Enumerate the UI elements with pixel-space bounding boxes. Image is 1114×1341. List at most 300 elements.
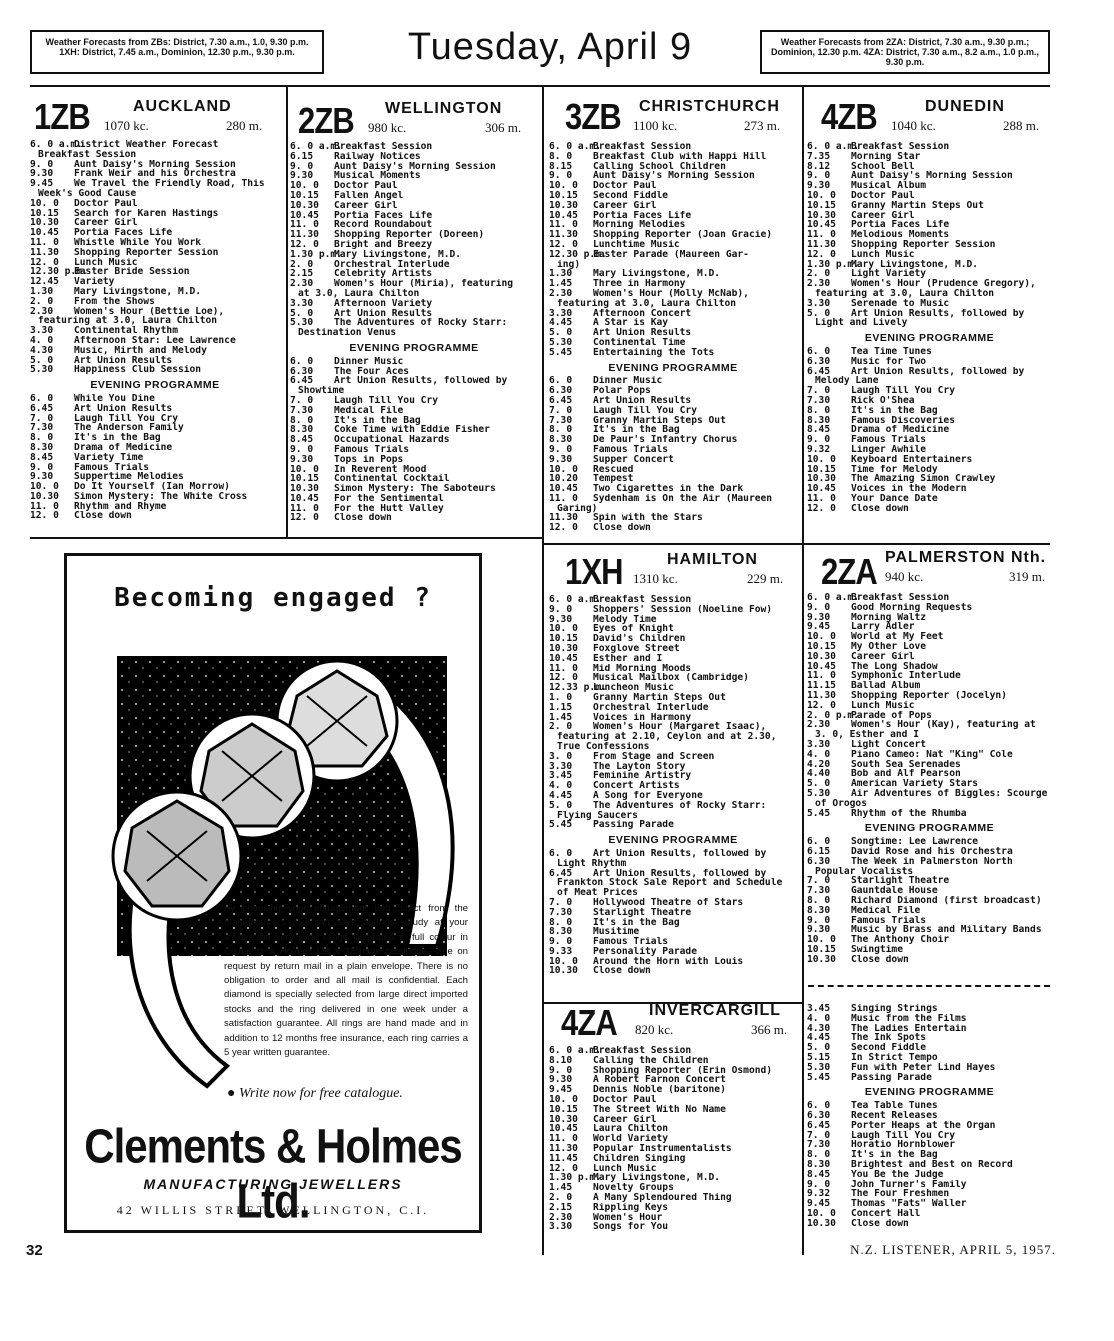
schedule-time: 5. 0: [549, 799, 573, 811]
schedule-time: 7. 0: [807, 875, 831, 887]
schedule-row: [30, 453, 280, 463]
schedule-row: [807, 367, 1052, 377]
schedule-time: 9.30: [290, 170, 314, 182]
schedule-row: [549, 849, 797, 859]
schedule-row: [549, 771, 797, 781]
schedule-row: [807, 455, 1052, 465]
programme-title: Doctor Paul: [74, 198, 138, 209]
schedule-time: 8.30: [30, 441, 54, 453]
programme-title: Symphonic Interlude: [851, 671, 961, 682]
schedule-time: 10.15: [30, 207, 59, 219]
programme-title: De Paur's Infantry Chorus: [593, 435, 738, 445]
city: WELLINGTON: [385, 100, 503, 117]
programme-title: Rhythm and Rhyme: [74, 501, 167, 512]
schedule-time: 4.30: [807, 1022, 831, 1034]
frequency: 980 kc.: [368, 120, 407, 135]
schedule-time: 10. 0: [549, 955, 578, 967]
schedule-row: [549, 918, 797, 928]
programme-title: Women's Hour (Miria), featuring: [334, 279, 514, 289]
programme-title: of Orogos: [815, 798, 867, 809]
schedule-time: 9.30: [30, 471, 54, 483]
schedule-row: [30, 511, 280, 521]
schedule-time: 5.30: [807, 1061, 831, 1073]
schedule-row: [290, 162, 538, 172]
programme-title: Drama of Medicine: [74, 442, 173, 453]
schedule-row: [549, 820, 797, 830]
schedule-row: [807, 632, 1052, 642]
programme-title: Children Singing: [593, 1153, 686, 1164]
schedule-time: 9. 0: [549, 1064, 573, 1076]
section-rule: [30, 537, 542, 539]
programme-title: Light Rhythm: [557, 858, 627, 869]
programme-title: Your Dance Date: [851, 493, 938, 504]
schedule-row: [549, 605, 797, 615]
programme-title: Close down: [74, 511, 132, 522]
schedule-time: 2.15: [290, 268, 314, 280]
schedule-time: 10.30: [549, 642, 578, 654]
schedule-row: [290, 181, 538, 191]
schedule-time: 9.33: [549, 945, 573, 957]
callsign: 1XH: [565, 551, 623, 592]
schedule-row: [549, 406, 797, 416]
schedule-time: 10.30: [549, 199, 578, 211]
schedule-time: 10.30: [807, 473, 836, 485]
schedule-row: [807, 1073, 1052, 1083]
schedule-row: [549, 937, 797, 947]
schedule-time: 10.15: [807, 640, 836, 652]
programme-title: Art Union Results: [593, 395, 692, 406]
schedule-time: 1.30: [549, 268, 573, 280]
schedule-row: [807, 750, 1052, 760]
programme-title: World Variety: [593, 1134, 669, 1144]
evening-programme-heading: EVENING PROGRAMME: [864, 332, 995, 345]
schedule-time: 10.30: [30, 217, 59, 229]
schedule-time: 7. 0: [549, 896, 573, 908]
schedule-time: 9.30: [807, 611, 831, 623]
schedule-row: [549, 260, 797, 270]
programme-title: Melody Lane: [815, 376, 879, 387]
programme-title: Whistle While You Work: [74, 237, 202, 248]
schedule-row: [549, 220, 797, 230]
schedule-time: 2.30: [807, 719, 831, 731]
schedule-time: [549, 878, 557, 888]
schedule-time: 10. 0: [290, 180, 319, 192]
schedule-time: 6. 0 a.m.: [549, 594, 601, 605]
programme-title: Esther and I: [593, 653, 663, 664]
schedule-time: 7. 0: [807, 1129, 831, 1141]
schedule-time: 10. 0: [549, 463, 578, 475]
programme-title: Career Girl: [74, 218, 138, 229]
programme-title: Orchestral Interlude: [334, 259, 450, 270]
programme-title: Shopping Reporter Session: [851, 239, 996, 250]
schedule-time: 7. 0: [30, 412, 54, 424]
programme-title: Breakfast Session: [593, 1046, 692, 1056]
schedule-time: 6. 0: [30, 392, 54, 404]
schedule-row: [549, 1154, 797, 1164]
programme-title: Personality Parade: [593, 946, 697, 957]
schedule-time: 4.20: [807, 758, 831, 770]
schedule-row: [807, 1121, 1052, 1131]
programme-title: The Week in Palmerston North: [851, 856, 1013, 867]
schedule-time: 12.45: [30, 276, 59, 288]
schedule-time: 10.30: [290, 199, 319, 211]
schedule-time: 12. 0: [807, 502, 836, 514]
schedule-row: [290, 201, 538, 211]
schedule-row: [290, 484, 538, 494]
schedule-row: [807, 799, 1052, 809]
schedule-time: 9. 0: [807, 1178, 831, 1190]
schedule-time: 2.30: [807, 278, 831, 290]
schedule-row: [290, 445, 538, 455]
wavelength: 366 m.: [751, 1022, 788, 1037]
programme-title: Around the Horn with Louis: [593, 956, 744, 967]
schedule-time: 3.45: [807, 1003, 831, 1014]
programme-title: Aunt Daisy's Morning Session: [334, 161, 496, 172]
schedule-time: 10.30: [290, 483, 319, 495]
schedule-row: [807, 230, 1052, 240]
schedule-row: [549, 1222, 797, 1232]
frequency: 940 kc.: [885, 569, 924, 584]
schedule-row: [290, 435, 538, 445]
schedule-time: 10. 0: [807, 453, 836, 465]
programme-title: True Confessions: [557, 741, 650, 752]
schedule-row: [549, 269, 797, 279]
programme-title: Close down: [851, 1218, 909, 1229]
schedule-row: [807, 445, 1052, 455]
programme-title: Songs for You: [593, 1222, 669, 1233]
schedule-row: [807, 142, 1052, 152]
schedule-row: [30, 238, 280, 248]
schedule-row: [290, 494, 538, 504]
programme-title: Musical Moments: [334, 171, 421, 182]
schedule-row: [549, 328, 797, 338]
programme-title: Lunch Music: [593, 1163, 657, 1174]
programme-title: Women's Hour (Margaret Isaac),: [593, 722, 767, 733]
schedule-time: 3.30: [290, 297, 314, 309]
schedule-row: [30, 169, 280, 179]
programme-title: It's in the Bag: [334, 415, 421, 426]
schedule-row: [30, 404, 280, 414]
programme-title: Rescued: [593, 464, 634, 475]
programme-title: Frank Weir and his Orchestra: [74, 169, 236, 180]
schedule-time: 10.45: [807, 219, 836, 231]
schedule-row: [807, 1033, 1052, 1043]
schedule-time: 10. 0: [549, 1093, 578, 1105]
schedule-row: [549, 211, 797, 221]
schedule-row: [549, 1183, 797, 1193]
schedule-time: 8.30: [807, 414, 831, 426]
programme-title: Afternoon Star: Lee Lawrence: [74, 335, 236, 346]
programme-title: Sydenham is On the Air (Maureen: [593, 493, 773, 504]
schedule-row: [807, 1101, 1052, 1111]
schedule-row: [549, 801, 797, 811]
schedule-time: 6. 0: [549, 847, 573, 859]
programme-title: Variety Time: [74, 452, 144, 463]
schedule-row: [549, 1095, 797, 1105]
programme-title: Simon Mystery: The White Cross: [74, 491, 248, 502]
schedule-row: [549, 595, 797, 605]
schedule-time: 7.30: [807, 885, 831, 897]
programme-title: Parade of Pops: [851, 710, 932, 721]
frequency: 1100 kc.: [633, 118, 678, 133]
schedule: [807, 1000, 1052, 1229]
schedule-row: [807, 1209, 1052, 1219]
programme-title: Dinner Music: [593, 376, 663, 387]
schedule-time: 9.45: [30, 178, 54, 190]
schedule-row: [290, 318, 538, 328]
schedule-row: [549, 445, 797, 455]
programme-title: The Four Aces: [334, 366, 410, 377]
schedule-row: [549, 1115, 797, 1125]
schedule-row: [290, 220, 538, 230]
schedule-time: 4. 0: [807, 748, 831, 760]
programme-title: Second Fiddle: [593, 190, 669, 201]
schedule-time: 10.45: [549, 652, 578, 664]
wavelength: 273 m.: [744, 118, 781, 133]
schedule-time: 9.30: [549, 1074, 573, 1086]
programme-title: My Other Love: [851, 641, 927, 652]
schedule-time: 3.30: [549, 1221, 573, 1233]
programme-title: It's in the Bag: [74, 433, 161, 443]
schedule-time: 10.30: [549, 1113, 578, 1125]
schedule-time: 8.30: [549, 434, 573, 446]
schedule-row: [807, 925, 1052, 935]
schedule-time: 9. 0: [549, 936, 573, 948]
schedule-time: 7.35: [807, 150, 831, 162]
programme-title: Career Girl: [593, 200, 657, 211]
schedule-row: [549, 927, 797, 937]
programme-title: Rippling Keys: [593, 1202, 669, 1213]
callsign: 2ZB: [298, 100, 354, 141]
schedule-time: 8. 0: [549, 150, 573, 162]
schedule-time: 7.30: [290, 404, 314, 416]
programme-title: Variety: [74, 277, 115, 287]
schedule-time: 7. 0: [807, 385, 831, 397]
programme-title: Shopping Reporter (Jocelyn): [851, 690, 1007, 701]
schedule-time: 12. 0: [290, 238, 319, 250]
programme-title: South Sea Serenades: [851, 759, 961, 770]
schedule-row: [30, 287, 280, 297]
schedule-row: [290, 474, 538, 484]
schedule-row: [549, 474, 797, 484]
schedule-time: 2.30: [30, 305, 54, 317]
programme-title: Passing Parade: [593, 820, 674, 831]
schedule-time: 11.30: [549, 512, 578, 524]
programme-title: A Star is Kay: [593, 318, 669, 329]
programme-title: The Adventures of Rocky Starr:: [593, 800, 767, 811]
schedule-time: 11. 0: [549, 1133, 578, 1145]
programme-title: Lunchtime Music: [593, 239, 680, 250]
programme-title: Granny Martin Steps Out: [593, 415, 726, 426]
weather-forecast-left: Weather Forecasts from ZBs: District, 7.30 a.m., 1.0, 9.30 p.m. 1XH: District, 7.45 a.m., Dominion, 12.30 p.m., 9.30 p.m.: [30, 30, 324, 74]
programme-title: Larry Adler: [851, 622, 915, 633]
schedule-row: [30, 346, 280, 356]
schedule-row: [30, 492, 280, 502]
schedule-row: [30, 433, 280, 443]
programme-title: Shoppers' Session (Noeline Fow): [593, 604, 773, 615]
programme-title: Women's Hour (Molly McNab),: [593, 288, 749, 299]
programme-title: Recent Releases: [851, 1110, 938, 1121]
schedule-time: 8. 0: [30, 432, 54, 444]
wavelength: 306 m.: [485, 120, 522, 135]
schedule-row: [30, 326, 280, 336]
schedule-time: 3.45: [549, 770, 573, 782]
schedule-time: 6.30: [807, 355, 831, 367]
programme-title: The Anthony Choir: [851, 935, 950, 945]
programme-title: Hollywood Theatre of Stars: [593, 897, 744, 908]
programme-title: Concert Hall: [851, 1208, 921, 1219]
schedule-time: 10.15: [549, 189, 578, 201]
evening-programme-heading: EVENING PROGRAMME: [349, 341, 479, 354]
schedule-time: 10. 0: [807, 934, 836, 946]
schedule: [549, 1046, 797, 1232]
schedule-time: 6. 0 a.m.: [549, 1045, 601, 1056]
schedule-time: 5. 0: [807, 1042, 831, 1054]
schedule-row: [549, 947, 797, 957]
programme-title: Portia Faces Life: [74, 228, 173, 238]
schedule-row: [30, 502, 280, 512]
schedule-row: [290, 367, 538, 377]
schedule-time: 10.30: [549, 965, 578, 977]
programme-title: Music for Two: [851, 356, 927, 367]
programme-title: School Bell: [851, 161, 915, 172]
schedule-time: 4.45: [807, 1032, 831, 1044]
schedule-time: 9.30: [807, 180, 831, 192]
programme-title: A Many Splendoured Thing: [593, 1192, 732, 1203]
schedule: [549, 595, 797, 976]
programme-title: Drama of Medicine: [851, 425, 950, 436]
schedule-time: 8. 0: [807, 404, 831, 416]
column-rule: [286, 85, 288, 537]
schedule-time: 6. 0 a.m.: [807, 592, 859, 603]
schedule-row: [807, 622, 1052, 632]
programme-title: Shopping Reporter (Joan Gracie): [593, 230, 773, 240]
schedule-time: 10.45: [290, 492, 319, 504]
schedule-row: [807, 896, 1052, 906]
programme-title: Rhythm of the Rhumba: [851, 808, 967, 819]
programme-title: Breakfast Session: [38, 149, 137, 160]
schedule-time: 7.30: [549, 414, 573, 426]
schedule-time: 1.30: [30, 285, 54, 297]
schedule-time: 11.30: [290, 229, 319, 241]
schedule-time: 8.30: [290, 424, 314, 436]
schedule-row: [290, 171, 538, 181]
schedule-row: [807, 789, 1052, 799]
schedule-row: [549, 376, 797, 386]
schedule-row: [549, 465, 797, 475]
schedule-time: 11. 0: [549, 219, 578, 231]
programme-title: Week's Good Cause: [38, 188, 137, 199]
programme-title: Rick O'Shea: [851, 395, 915, 406]
evening-programme-heading: EVENING PROGRAMME: [864, 822, 995, 835]
programme-title: Music, Mirth and Melody: [74, 345, 207, 356]
programme-title: Famous Trials: [593, 444, 669, 455]
schedule-row: [290, 260, 538, 270]
programme-title: featuring at 3.0, Laura Chilton: [38, 316, 218, 327]
programme-title: Tea Table Tunes: [851, 1101, 938, 1111]
schedule-time: 10.45: [549, 209, 578, 221]
schedule-row: [30, 356, 280, 366]
schedule-row: [807, 1131, 1052, 1141]
schedule-row: [30, 336, 280, 346]
programme-title: Lunch Music: [74, 257, 138, 268]
schedule-time: 9.30: [549, 453, 573, 465]
schedule-row: [549, 318, 797, 328]
schedule-time: 2. 0: [807, 268, 831, 280]
schedule-time: 8.10: [549, 1054, 573, 1066]
programme-title: Women's Hour (Prudence Gregory),: [851, 279, 1036, 289]
schedule-row: [549, 654, 797, 664]
schedule-time: 9.30: [30, 168, 54, 180]
schedule-row: [30, 228, 280, 238]
schedule-time: 11.30: [549, 229, 578, 241]
schedule-row: [807, 671, 1052, 681]
programme-title: Two Cigarettes in the Dark: [593, 484, 744, 494]
schedule-row: [807, 935, 1052, 945]
schedule-time: 11.30: [30, 246, 59, 258]
schedule-time: 11. 0: [549, 492, 578, 504]
schedule-row: [290, 211, 538, 221]
schedule-row: [807, 386, 1052, 396]
schedule-row: [807, 1170, 1052, 1180]
schedule-row: [549, 386, 797, 396]
programme-title: Mary Livingstone, M.D.: [851, 259, 979, 270]
programme-title: Flying Saucers: [557, 810, 638, 821]
programme-title: The Amazing Simon Crawley: [851, 474, 996, 485]
schedule-time: 6. 0: [807, 1100, 831, 1112]
page-date: Tuesday, April 9: [407, 26, 693, 68]
schedule-time: 1.15: [549, 701, 573, 713]
city: CHRISTCHURCH: [639, 98, 780, 115]
schedule-row: [549, 869, 797, 879]
programme-title: Gauntdale House: [851, 886, 938, 896]
schedule-time: 10.30: [807, 650, 836, 662]
schedule-row: [290, 406, 538, 416]
programme-title: Aunt Daisy's Morning Session: [74, 159, 236, 170]
ad-body-text: By choosing your engagement ring direct from the manufacturers you can save pounds. Study at your leisure the very wide range illustrated in full colour in Clements & Holmes Ltd.'s 32 page catalogue—free on request by return mail in a plain envelope. There is no obligation to order and all mail is confidential. Each diamond is specially selected from large direct imported stocks and the ring delivered in one week under a satisfaction guarantee. All rings are hand made and in addition to 12 months free insurance, each ring carries a 5 year written guarantee.: [224, 903, 468, 1059]
schedule-row: [807, 691, 1052, 701]
programme-title: It's in the Bag: [851, 1150, 938, 1160]
schedule-row: [807, 1160, 1052, 1170]
schedule-row: [549, 299, 797, 309]
schedule-row: [549, 1173, 797, 1183]
schedule-time: 2.30: [290, 278, 314, 290]
schedule-time: 7.30: [549, 906, 573, 918]
programme-title: Popular Vocalists: [815, 866, 914, 877]
schedule: [290, 142, 538, 523]
schedule-row: [549, 396, 797, 406]
programme-title: Tea Time Tunes: [851, 346, 932, 357]
schedule-time: 5.45: [807, 807, 831, 819]
programme-title: Career Girl: [851, 210, 915, 221]
programme-title: Afternoon Variety: [334, 298, 433, 309]
programme-title: World at My Feet: [851, 632, 944, 642]
schedule-row: [807, 1180, 1052, 1190]
programme-title: The Adventures of Rocky Starr:: [334, 318, 508, 329]
city: HAMILTON: [667, 551, 758, 568]
schedule-row: [549, 425, 797, 435]
schedule-row: [290, 328, 538, 338]
schedule-time: 10. 0: [807, 631, 836, 643]
programme-title: Music by Brass and Military Bands: [851, 925, 1042, 936]
schedule-time: 5. 0: [30, 354, 54, 366]
programme-title: Career Girl: [593, 1114, 657, 1125]
programme-title: The Layton Story: [593, 761, 686, 772]
programme-title: Portia Faces Life: [593, 210, 692, 221]
programme-title: Doctor Paul: [593, 181, 657, 191]
schedule-time: 12.33 p.m.: [549, 682, 607, 694]
programme-title: Happiness Club Session: [74, 365, 202, 376]
